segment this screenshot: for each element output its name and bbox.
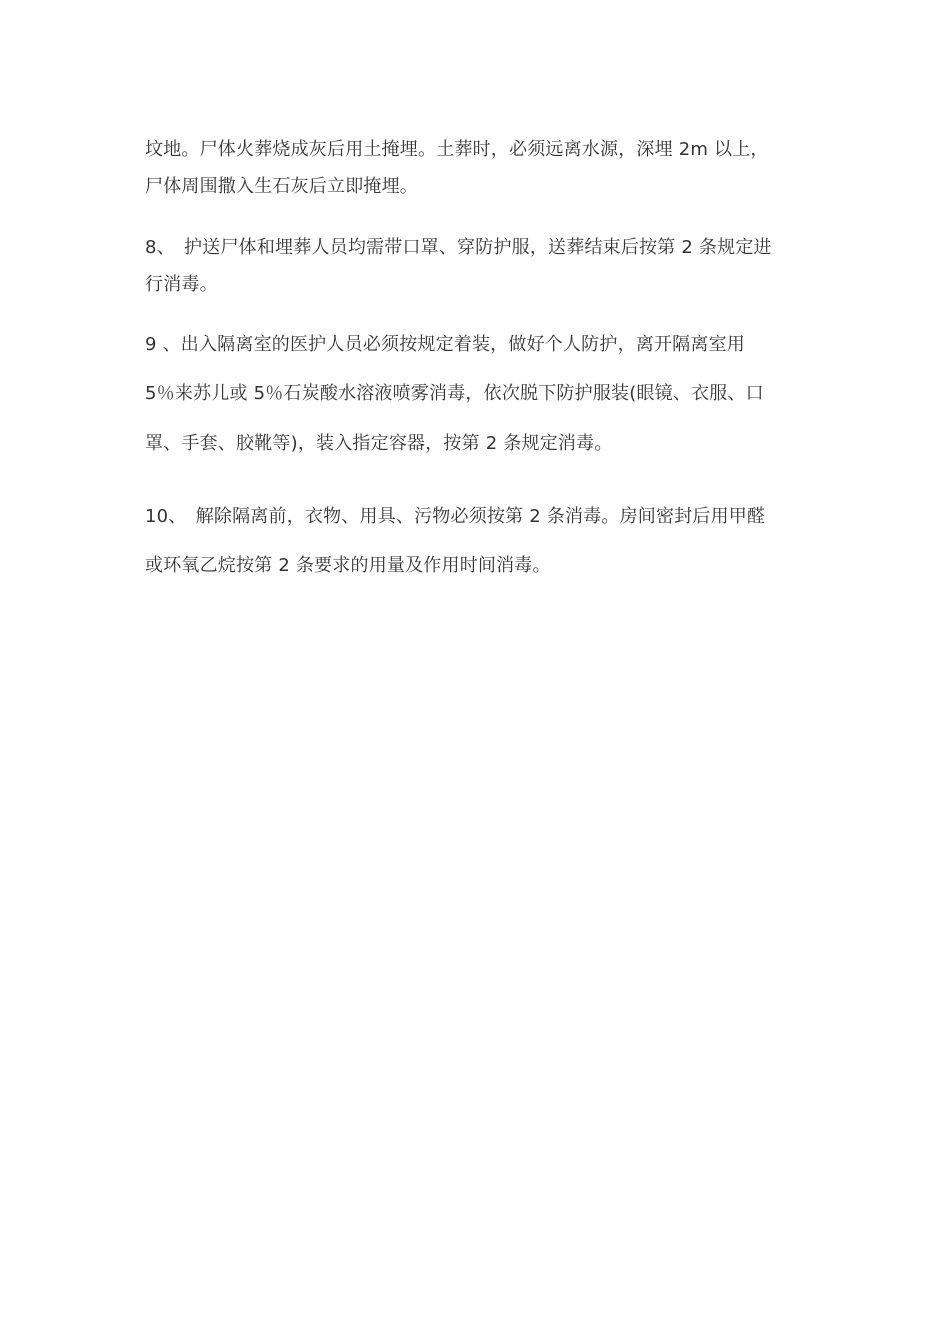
paragraph-8-line-1: 8、 护送尸体和埋葬人员均需带口罩、穿防护服，送葬结束后按第 2 条规定进 bbox=[145, 237, 772, 258]
paragraph-7-line-1: 坟地。尸体火葬烧成灰后用土掩埋。土葬时，必须远离水源，深埋 2m 以上， bbox=[145, 139, 769, 160]
paragraph-10-line-1: 10、 解除隔离前，衣物、用具、污物必须按第 2 条消毒。房间密封后用甲醛 bbox=[145, 506, 766, 527]
paragraph-7-line-2: 尸体周围撒入生石灰后立即掩埋。 bbox=[145, 176, 418, 197]
paragraph-8-line-2: 行消毒。 bbox=[145, 274, 218, 295]
paragraph-9-line-3: 罩、手套、胶靴等)，装入指定容器，按第 2 条规定消毒。 bbox=[145, 433, 613, 454]
paragraph-10-line-2: 或环氧乙烷按第 2 条要求的用量及作用时间消毒。 bbox=[145, 555, 551, 576]
paragraph-9-line-2: 5％来苏儿或 5％石炭酸水溶液喷雾消毒，依次脱下防护服装(眼镜、衣服、口 bbox=[145, 383, 764, 404]
paragraph-9-line-1: 9 、出入隔离室的医护人员必须按规定着装，做好个人防护，离开隔离室用 bbox=[145, 334, 745, 355]
